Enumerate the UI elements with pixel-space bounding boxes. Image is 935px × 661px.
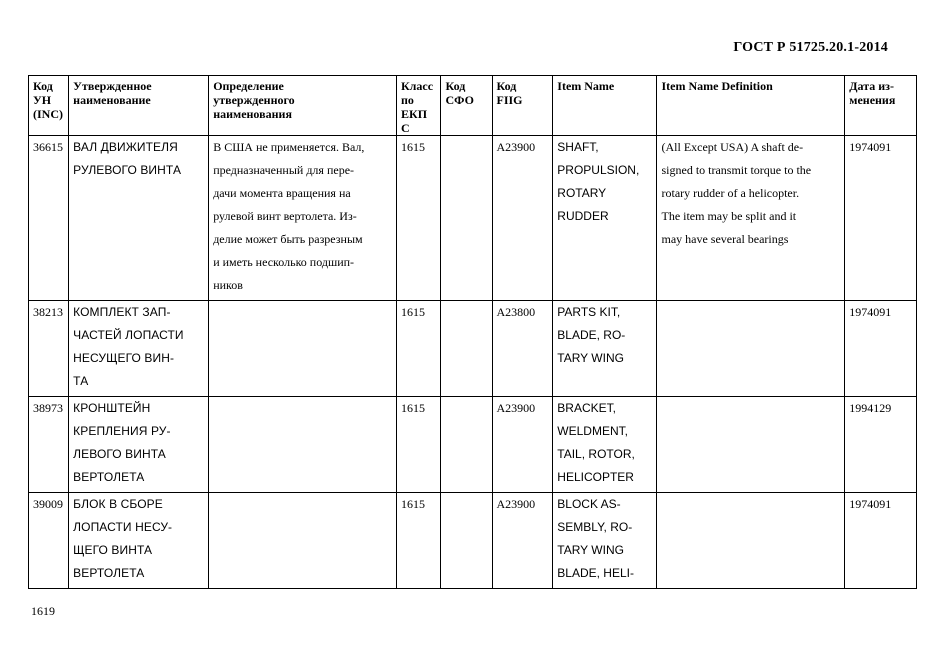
approved-name-cell: [69, 397, 209, 493]
text-line: TARY WING: [557, 351, 624, 365]
text-line: (All Except USA) A shaft de-: [661, 140, 804, 154]
text-line: (INC): [33, 107, 63, 121]
change-date-cell: 1974091: [845, 301, 917, 397]
text-line: С: [400, 121, 410, 135]
text-line: СФО: [445, 93, 474, 107]
item-name-cell: [553, 397, 657, 493]
change-date-cell: 1994129: [845, 397, 917, 493]
text-line: Item Name: [557, 79, 615, 93]
text-line: рулевой винт вертолета. Из-: [213, 209, 357, 223]
approved-name-cell: [69, 493, 209, 589]
text-line: PROPULSION,: [557, 163, 640, 177]
text-line: ВАЛ ДВИЖИТЕЛЯ: [73, 140, 178, 154]
class-cell: 1615: [396, 493, 441, 589]
text-line: HELICOPTER: [557, 470, 634, 484]
text-line: SHAFT,: [557, 140, 599, 154]
text-line: WELDMENT,: [557, 424, 628, 438]
text-line: дачи момента вращения на: [213, 186, 351, 200]
class-cell: 1615: [396, 397, 441, 493]
text-line: В США не применяется. Вал,: [213, 140, 365, 154]
text-line: Определение: [213, 79, 284, 93]
page-number: 1619: [31, 604, 55, 618]
text-line: ЩЕГО ВИНТА: [73, 543, 153, 557]
text-line: FIIG: [496, 93, 523, 107]
text-line: ников: [213, 278, 243, 292]
header-approved-name: [69, 76, 209, 136]
text-line: TAIL, ROTOR,: [557, 447, 635, 461]
fiig-code-cell: A23800: [492, 301, 553, 397]
text-line: SEMBLY, RO-: [557, 520, 633, 534]
header-change-date: [845, 76, 917, 136]
item-name-cell: [553, 136, 657, 301]
definition-cell: [209, 493, 397, 589]
text-line: TARY WING: [557, 543, 624, 557]
text-line: BRACKET,: [557, 401, 616, 415]
text-line: делие может быть разрезным: [213, 232, 363, 246]
text-line: ЛОПАСТИ НЕСУ-: [73, 520, 173, 534]
text-line: утвержденного: [213, 93, 295, 107]
text-line: ЕКП: [400, 107, 428, 121]
text-line: Утвержденное: [73, 79, 152, 93]
text-line: ТА: [73, 374, 89, 388]
text-line: наименования: [213, 107, 292, 121]
approved-name-cell: [69, 301, 209, 397]
text-line: и иметь несколько подшип-: [213, 255, 355, 269]
table-header-row: [29, 76, 917, 136]
inc-code-cell: 36615: [29, 136, 69, 301]
text-line: rotary rudder of a helicopter.: [661, 186, 800, 200]
text-line: Код: [496, 79, 517, 93]
table-row: [29, 301, 917, 397]
document-standard-id: ГОСТ Р 51725.20.1-2014: [733, 40, 888, 55]
text-line: may have several bearings: [661, 232, 789, 246]
inc-code-cell: 39009: [29, 493, 69, 589]
table-row: [29, 397, 917, 493]
text-line: по: [400, 93, 414, 107]
text-line: BLADE, HELI-: [557, 566, 634, 580]
sfo-code-cell: [441, 397, 492, 493]
fiig-code-cell: A23900: [492, 493, 553, 589]
text-line: RUDDER: [557, 209, 609, 223]
header-inc-code: [29, 76, 69, 136]
table-row: [29, 136, 917, 301]
text-line: Класс: [400, 79, 434, 93]
header-class: [396, 76, 441, 136]
approved-name-cell: [69, 136, 209, 301]
table-row: [29, 493, 917, 589]
header-fiig-code: [492, 76, 553, 136]
catalog-table: [28, 75, 917, 589]
inc-code-cell: 38213: [29, 301, 69, 397]
text-line: БЛОК В СБОРЕ: [73, 497, 163, 511]
text-line: BLOCK AS-: [557, 497, 621, 511]
text-line: Дата из-: [849, 79, 894, 93]
text-line: наименование: [73, 93, 151, 107]
text-line: ROTARY: [557, 186, 607, 200]
text-line: Код: [445, 79, 466, 93]
text-line: ВЕРТОЛЕТА: [73, 470, 145, 484]
text-line: ЧАСТЕЙ ЛОПАСТИ: [73, 328, 184, 342]
header-item-name: [553, 76, 657, 136]
text-line: КОМПЛЕКТ ЗАП-: [73, 305, 171, 319]
class-cell: 1615: [396, 136, 441, 301]
text-line: PARTS KIT,: [557, 305, 621, 319]
inc-code-cell: 38973: [29, 397, 69, 493]
item-name-cell: [553, 493, 657, 589]
text-line: ВЕРТОЛЕТА: [73, 566, 145, 580]
text-line: НЕСУЩЕГО ВИН-: [73, 351, 175, 365]
sfo-code-cell: [441, 136, 492, 301]
header-sfo-code: [441, 76, 492, 136]
item-definition-cell: [657, 136, 845, 301]
text-line: Код: [33, 79, 53, 93]
text-line: РУЛЕВОГО ВИНТА: [73, 163, 182, 177]
change-date-cell: 1974091: [845, 136, 917, 301]
text-line: ЛЕВОГО ВИНТА: [73, 447, 166, 461]
item-definition-cell: [657, 301, 845, 397]
fiig-code-cell: A23900: [492, 136, 553, 301]
fiig-code-cell: A23900: [492, 397, 553, 493]
text-line: менения: [849, 93, 896, 107]
definition-cell: [209, 136, 397, 301]
text-line: signed to transmit torque to the: [661, 163, 812, 177]
item-definition-cell: [657, 493, 845, 589]
sfo-code-cell: [441, 301, 492, 397]
header-approved-name-definition: [209, 76, 397, 136]
definition-cell: [209, 397, 397, 493]
text-line: КРЕПЛЕНИЯ РУ-: [73, 424, 171, 438]
text-line: УН: [33, 93, 52, 107]
change-date-cell: 1974091: [845, 493, 917, 589]
text-line: Item Name Definition: [661, 79, 773, 93]
item-name-cell: [553, 301, 657, 397]
class-cell: 1615: [396, 301, 441, 397]
text-line: BLADE, RO-: [557, 328, 626, 342]
item-definition-cell: [657, 397, 845, 493]
sfo-code-cell: [441, 493, 492, 589]
definition-cell: [209, 301, 397, 397]
text-line: The item may be split and it: [661, 209, 797, 223]
header-item-name-definition: [657, 76, 845, 136]
text-line: предназначенный для пере-: [213, 163, 355, 177]
text-line: КРОНШТЕЙН: [73, 401, 151, 415]
